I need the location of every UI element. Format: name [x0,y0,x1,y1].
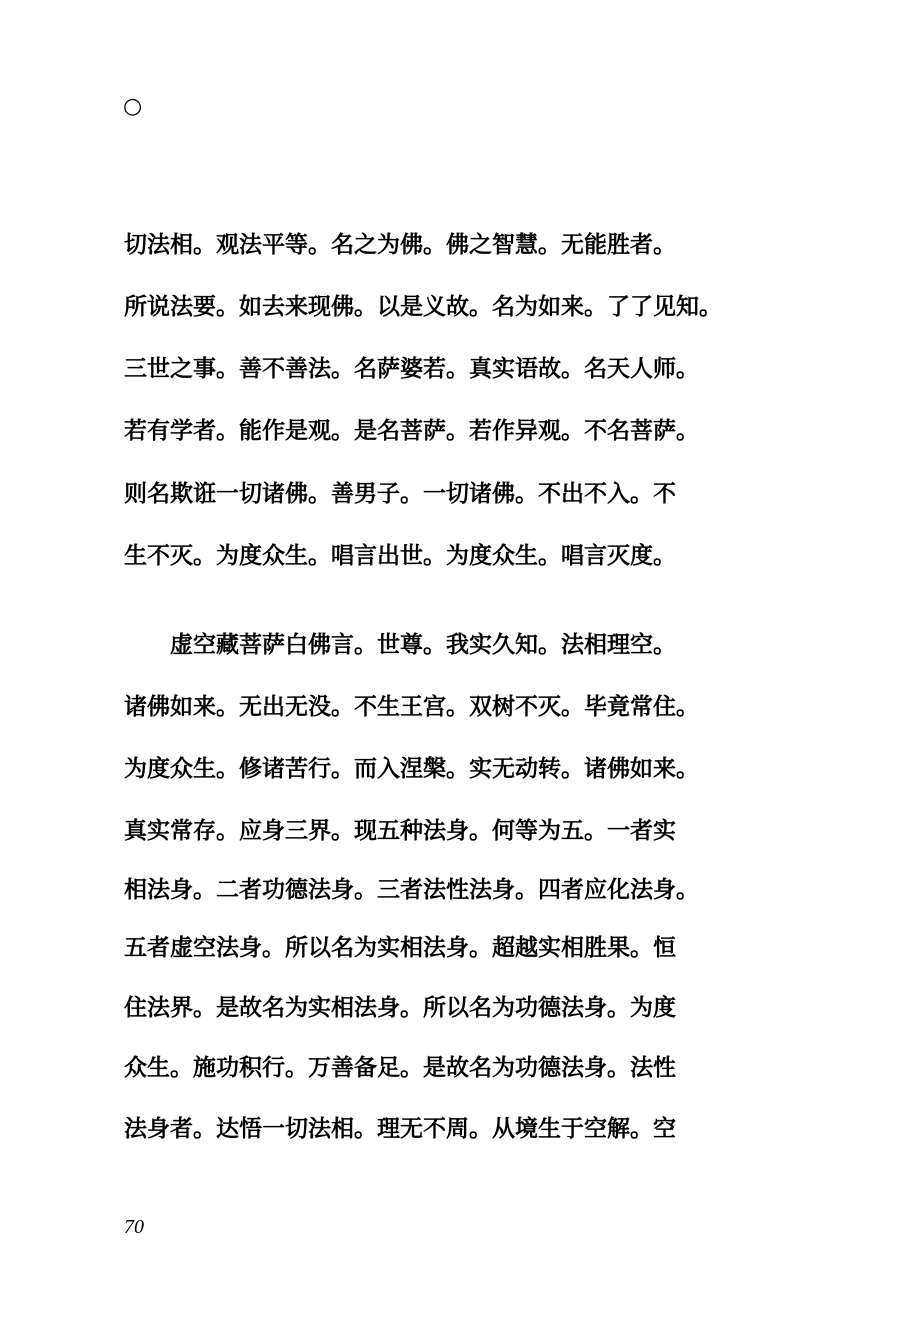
page-number: 70 [124,1216,144,1238]
text-line: 五者虚空法身。所以名为实相法身。超越实相胜果。恒 [124,934,676,961]
text-line: 虚空藏菩萨白佛言。世尊。我实久知。法相理空。 [124,631,676,658]
text-line: 所说法要。如去来现佛。以是义故。名为如来。了了见知。 [124,293,722,320]
text-line: 住法界。是故名为实相法身。所以名为功德法身。为度 [124,994,676,1021]
text-line: 切法相。观法平等。名之为佛。佛之智慧。无能胜者。 [124,231,676,258]
text-line: 众生。施功积行。万善备足。是故名为功德法身。法性 [124,1054,676,1081]
text-line: 相法身。二者功德法身。三者法性法身。四者应化法身。 [124,876,699,903]
text-line: 为度众生。修诸苦行。而入涅槃。实无动转。诸佛如来。 [124,755,699,782]
text-line: 三世之事。善不善法。名萨婆若。真实语故。名天人师。 [124,355,699,382]
text-line: 则名欺诳一切诸佛。善男子。一切诸佛。不出不入。不 [124,480,676,507]
text-line: 若有学者。能作是观。是名菩萨。若作异观。不名菩萨。 [124,417,699,444]
text-line: 生不灭。为度众生。唱言出世。为度众生。唱言灭度。 [124,542,676,569]
text-line: 法身者。达悟一切法相。理无不周。从境生于空解。空 [124,1115,676,1142]
text-line: 真实常存。应身三界。现五种法身。何等为五。一者实 [124,817,676,844]
continuation-mark: ○ [123,93,143,119]
text-line: 诸佛如来。无出无没。不生王宫。双树不灭。毕竟常住。 [124,693,699,720]
